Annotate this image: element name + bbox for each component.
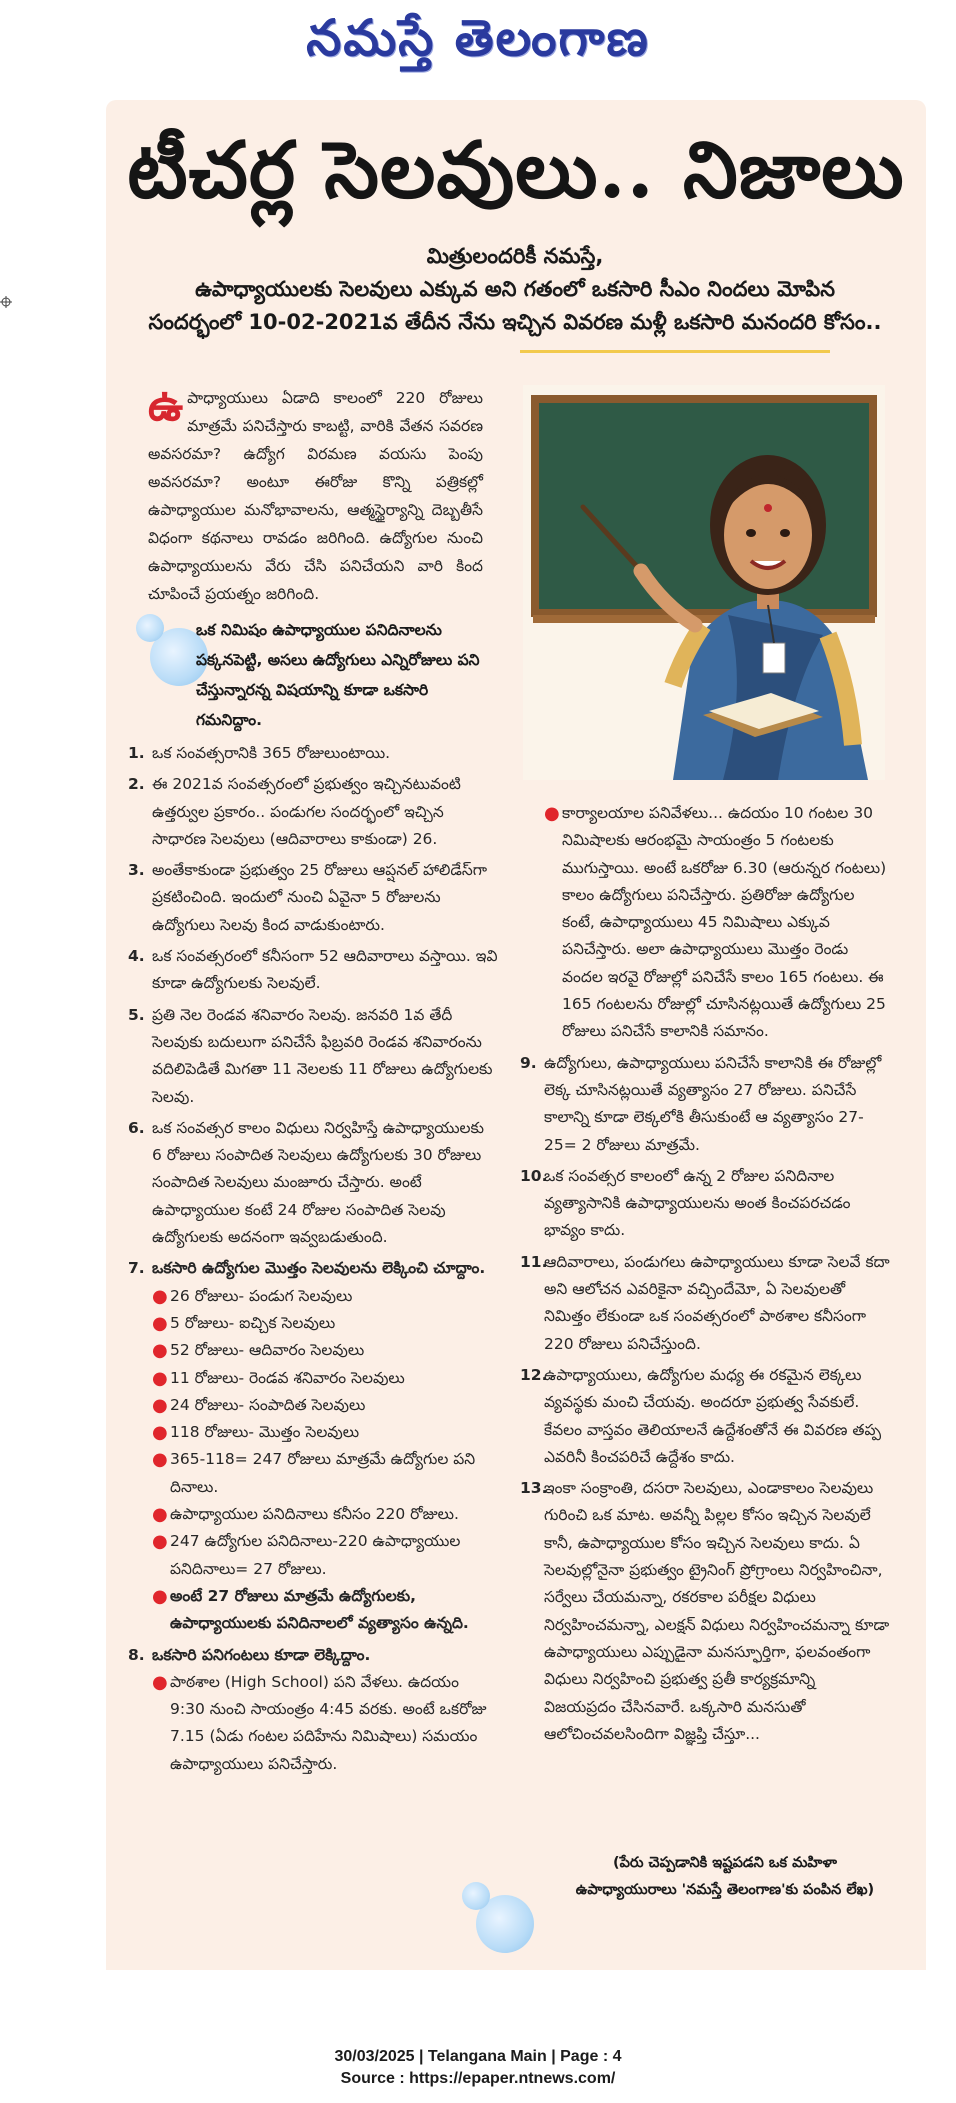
bullet-item xyxy=(128,1501,498,1528)
bullet-dot-icon: ● xyxy=(152,1671,168,1693)
lead-text: పాధ్యాయులు ఏడాది కాలంలో 220 రోజులు మాత్రమే పనిచేస్తారు కాబట్టి, వారికి వేతన సవరణ అవసరమా? ఉద్యోగ విరమణ వయసు పెంపు అవసరమా? అంటూ ఈరోజు కొన్ని పత్రికల్లో ఉపాధ్యాయుల మనోభావాలను, ఆత్మస్థైర్యాన్ని దెబ్బతీసే విధంగా కథనాలు రావడం జరిగింది. ఉద్యోగుల నుంచి ఉపాధ్యాయులను వేరు చేసి పనిచేయని వారి కింద చూపించే ప్రయత్నం జరిగింది. xyxy=(148,389,483,603)
item-text: ఆదివారాలు, పండుగలు ఉపాధ్యాయులు కూడా సెలవే కదా అని ఆలోచన ఎవరికైనా వచ్చిందేమో, ఏ సెలవులతో నిమిత్తం లేకుండా ఒక సంవత్సరంలో పాఠశాల కనీసంగా 220 రోజులు పనిచేస్తుంది. xyxy=(544,1252,890,1353)
list-item-7 xyxy=(128,1255,498,1282)
registration-mark-icon xyxy=(0,296,12,308)
bullet-dot-icon: ● xyxy=(152,1449,168,1471)
item-text: ఒకసారి ఉద్యోగుల మొత్తం సెలవులను లెక్కించి చూద్దాం. xyxy=(152,1259,486,1278)
item-text: ఇంకా సంక్రాంతి, దసరా సెలవులు, ఎండాకాలం సెలవులు గురించి ఒక మాట. అవన్నీ పిల్లల కోసం ఇచ్చిన సెలవులే కానీ, ఉపాధ్యాయుల కోసం ఇచ్చిన సెలవులు కాదు. ఏ సెలవుల్లోనైనా ప్రభుత్వం ట్రైనింగ్ ప్రోగ్రాంలు నిర్వహించినా, సర్వేలు చేయమన్నా, రకరకాల పరీక్షల విధులు నిర్వహించమన్నా, ఎలక్షన్ విధులు నిర్వహించమన్నా కూడా ఉపాధ్యాయులు ఎప్పుడైనా మనస్ఫూర్తిగా, ఫలవంతంగా విధులు నిర్వహించి ప్రభుత్వ ప్రతీ కార్యక్రమాన్ని విజయప్రదం చేసినవారే. ఒక్కసారి మనసుతో ఆలోచించవలసిందిగా విజ్ఞప్తి చేస్తూ... xyxy=(544,1479,890,1743)
intro-underline xyxy=(520,350,830,353)
article-headline: టీచర్ల సెలవులు.. నిజాలు xyxy=(127,125,905,216)
bullet-text: అంటే 27 రోజులు మాత్రమే ఉద్యోగులకు, ఉపాధ్యాయులకు పనిదినాలలో వ్యత్యాసం ఉన్నది. xyxy=(170,1586,469,1633)
list-item xyxy=(128,857,498,939)
bullet-dot-icon: ● xyxy=(152,1394,168,1416)
list-item xyxy=(128,740,498,767)
list-item xyxy=(128,1115,498,1251)
bubble-small-icon xyxy=(136,614,164,642)
item-text: అంతేకాకుండా ప్రభుత్వం 25 రోజులు ఆప్షనల్ హాలిడేస్‌గా ప్రకటించింది. ఇందులో నుంచి ఏవైనా 5 రోజులను ఉద్యోగులు సెలవు కింద వాడుకుంటారు. xyxy=(152,861,488,934)
bullet-item xyxy=(128,1583,498,1638)
bullet-dot-icon: ● xyxy=(152,1422,168,1444)
lead-paragraph xyxy=(148,380,483,608)
bullet-text: 24 రోజులు- సంపాదిత సెలవులు xyxy=(170,1395,366,1414)
list-item-8 xyxy=(128,1642,498,1669)
list-item xyxy=(128,771,498,853)
bullet-dot-icon: ● xyxy=(152,1340,168,1362)
item-number: 12. xyxy=(520,1365,548,1384)
list-item xyxy=(520,1362,890,1471)
callout-text: ఒక నిమిషం ఉపాధ్యాయుల పనిదినాలను పక్కనపెట్టి, అసలు ఉద్యోగులు ఎన్నిరోజులు పని చేస్తున్నారన్న విషయాన్ని కూడా ఒకసారి గమనిద్దాం. xyxy=(196,621,480,729)
bullet-dot-icon: ● xyxy=(152,1312,168,1334)
right-column xyxy=(520,800,890,1752)
item-number: 6. xyxy=(128,1118,145,1137)
item-text: ఒక సంవత్సర కాలంలో ఉన్న 2 రోజుల పనిదినాల వ్యత్యాసానికి ఉపాధ్యాయులను అంత కించపరచడం భావ్యం కాదు. xyxy=(544,1166,851,1240)
item-text: ఉపాధ్యాయులు, ఉద్యోగుల మధ్య ఈ రకమైన లెక్కలు వ్యవస్థకు మంచి చేయవు. అందరూ ప్రభుత్వ సేవకులే. కేవలం వాస్తవం తెలియాలనే ఉద్దేశంతోనే ఈ వివరణ తప్ప ఎవరినీ కించపరిచే ఉద్దేశం కాదు. xyxy=(544,1365,882,1466)
bullet-text: 5 రోజులు- ఐచ్చిక సెలవులు xyxy=(170,1313,336,1332)
bullet-item xyxy=(128,1392,498,1419)
footer-date-line: 30/03/2025 | Telangana Main | Page : 4 xyxy=(334,2048,622,2065)
intro-line-3: సందర్భంలో 10-02-2021వ తేదీన నేను ఇచ్చిన వివరణ మళ్లీ ఒకసారి మనందరి కోసం.. xyxy=(148,310,882,334)
bullet-dot-icon: ● xyxy=(152,1585,168,1607)
bullet-item xyxy=(128,1283,498,1310)
bullet-item xyxy=(128,1669,498,1778)
drop-cap: ఉ xyxy=(148,380,184,431)
item-number: 7. xyxy=(128,1259,145,1278)
item-number: 9. xyxy=(520,1053,537,1072)
bullet-item xyxy=(128,1446,498,1501)
bullet-text: పాఠశాల (High School) పని వేళలు. ఉదయం 9:30 నుంచి సాయంత్రం 4:45 వరకు. అంటే ఒకరోజు 7.15 (ఏడు గంటల పదిహేను నిమిషాలు) సమయం ఉపాధ్యాయులు పనిచేస్తారు. xyxy=(170,1672,487,1773)
intro-line-2: ఉపాధ్యాయులకు సెలవులు ఎక్కువ అని గతంలో ఒకసారి సీఎం నిందలు మోపిన xyxy=(195,277,835,301)
bullet-item xyxy=(520,800,890,1046)
bubble-small-icon xyxy=(462,1882,490,1910)
item-number: 11. xyxy=(520,1252,548,1271)
bullet-text: 118 రోజులు- మొత్తం సెలవులు xyxy=(170,1423,360,1442)
bullet-dot-icon: ● xyxy=(152,1531,168,1553)
item-text: ప్రతి నెల రెండవ శనివారం సెలవు. జనవరి 1వ తేదీ సెలవుకు బదులుగా పనిచేసే ఫిబ్రవరి రెండవ శనివారంను వదిలిపెడితే మిగతా 11 నెలలకు 11 రోజులు ఉద్యోగులకు సెలవు. xyxy=(152,1005,493,1106)
bullet-text: 11 రోజులు- రెండవ శనివారం సెలవులు xyxy=(170,1368,405,1387)
list-item xyxy=(520,1050,890,1159)
item-number: 3. xyxy=(128,861,145,880)
item-text: ఉద్యోగులు, ఉపాధ్యాయులు పనిచేసే కాలానికి ఈ రోజుల్లో లెక్క చూసినట్లయితే వ్యత్యాసం 27 రోజులు. పనిచేసే కాలాన్ని కూడా లెక్కలోకి తీసుకుంటే ఆ వ్యత్యాసం 27-25= 2 రోజులు మాత్రమే. xyxy=(544,1053,882,1154)
list-item xyxy=(520,1475,890,1748)
bullet-text: కార్యాలయాల పనివేళలు... ఉదయం 10 గంటల 30 నిమిషాలకు ఆరంభమై సాయంత్రం 5 గంటలకు ముగుస్తాయి. అంటే ఒకరోజు 6.30 (ఆరున్నర గంటలు) కాలం ఉద్యోగులు పనిచేస్తారు. ప్రతిరోజు ఉద్యోగుల కంటే, ఉపాధ్యాయులు 45 నిమిషాలు ఎక్కువ పనిచేస్తారు. అలా ఉపాధ్యాయులు మొత్తం రెండు వందల ఇరవై రోజుల్లో పనిచేసే కాలం 165 గంటలు. ఈ 165 గంటలను రోజుల్లో చూసినట్లయితే ఉద్యోగులు 25 రోజులు పనిచేసే కాలానికి సమానం. xyxy=(562,804,887,1041)
article-intro xyxy=(140,240,890,339)
page-footer xyxy=(0,2046,956,2090)
list-item xyxy=(520,1163,890,1245)
item-number: 2. xyxy=(128,775,145,794)
bullet-text: 52 రోజులు- ఆదివారం సెలవులు xyxy=(170,1341,365,1360)
item-text: ఒకసారి పనిగంటలు కూడా లెక్కిద్దాం. xyxy=(152,1645,371,1664)
bullet-text: 26 రోజులు- పండుగ సెలవులు xyxy=(170,1286,353,1305)
intro-greeting: మిత్రులందరికీ నమస్తే, xyxy=(426,244,604,268)
item-number: 8. xyxy=(128,1645,145,1664)
item-number: 13. xyxy=(520,1479,548,1498)
bullet-text: 247 ఉద్యోగుల పనిదినాలు-220 ఉపాధ్యాయుల పనిదినాలు= 27 రోజులు. xyxy=(170,1532,461,1578)
list-item xyxy=(128,943,498,998)
item-number: 4. xyxy=(128,947,145,966)
item-number: 5. xyxy=(128,1005,145,1024)
item-text: ఈ 2021వ సంవత్సరంలో ప్రభుత్వం ఇచ్చినటువంటి ఉత్తర్వుల ప్రకారం.. పండుగల సందర్భంలో ఇచ్చిన సాధారణ సెలవులు (ఆదివారాలు కాకుండా) 26. xyxy=(152,775,461,848)
item-text: ఒక సంవత్సరానికి 365 రోజులుంటాయి. xyxy=(152,744,391,762)
list-item xyxy=(520,1249,890,1358)
bullet-dot-icon: ● xyxy=(152,1504,168,1526)
bullet-dot-icon: ● xyxy=(152,1367,168,1389)
bullet-item xyxy=(128,1310,498,1337)
bullet-item xyxy=(128,1337,498,1364)
teacher-illustration xyxy=(523,385,885,780)
item-number: 10. xyxy=(520,1166,548,1185)
bullet-item xyxy=(128,1419,498,1446)
bullet-dot-icon: ● xyxy=(152,1285,168,1307)
bullet-item xyxy=(128,1528,498,1583)
item-text: ఒక సంవత్సర కాలం విధులు నిర్వహిస్తే ఉపాధ్యాయులకు 6 రోజులు సంపాదిత సెలవులు ఉద్యోగులకు 30 రోజులు సంపాదిత సెలవులు మంజూరు చేస్తారు. అంటే ఉపాధ్యాయుల కంటే 24 రోజుల సంపాదిత సెలవు ఉద్యోగులకు అదనంగా ఇవ్వబడుతుంది. xyxy=(152,1118,485,1247)
footer-source-line: Source : https://epaper.ntnews.com/ xyxy=(340,2070,616,2087)
list-item xyxy=(128,1002,498,1111)
bullet-item xyxy=(128,1365,498,1392)
letter-signature: (పేరు చెప్పడానికి ఇష్టపడని ఒక మహిళా ఉపాధ్యాయురాలు 'నమస్తే తెలంగాణ'కు పంపిన లేఖ) xyxy=(575,1855,875,1898)
item-number: 1. xyxy=(128,744,145,762)
left-column xyxy=(128,740,498,1778)
newspaper-masthead: నమస్తే తెలంగాణ xyxy=(306,8,650,67)
item-text: ఒక సంవత్సరంలో కనీసంగా 52 ఆదివారాలు వస్తాయి. ఇవి కూడా ఉద్యోగులకు సెలవులే. xyxy=(152,947,498,993)
bullet-text: 365-118= 247 రోజులు మాత్రమే ఉద్యోగుల పని దినాలు. xyxy=(170,1450,476,1496)
bullet-dot-icon: ● xyxy=(544,803,560,824)
bullet-text: ఉపాధ్యాయుల పనిదినాలు కనీసం 220 రోజులు. xyxy=(170,1505,459,1524)
